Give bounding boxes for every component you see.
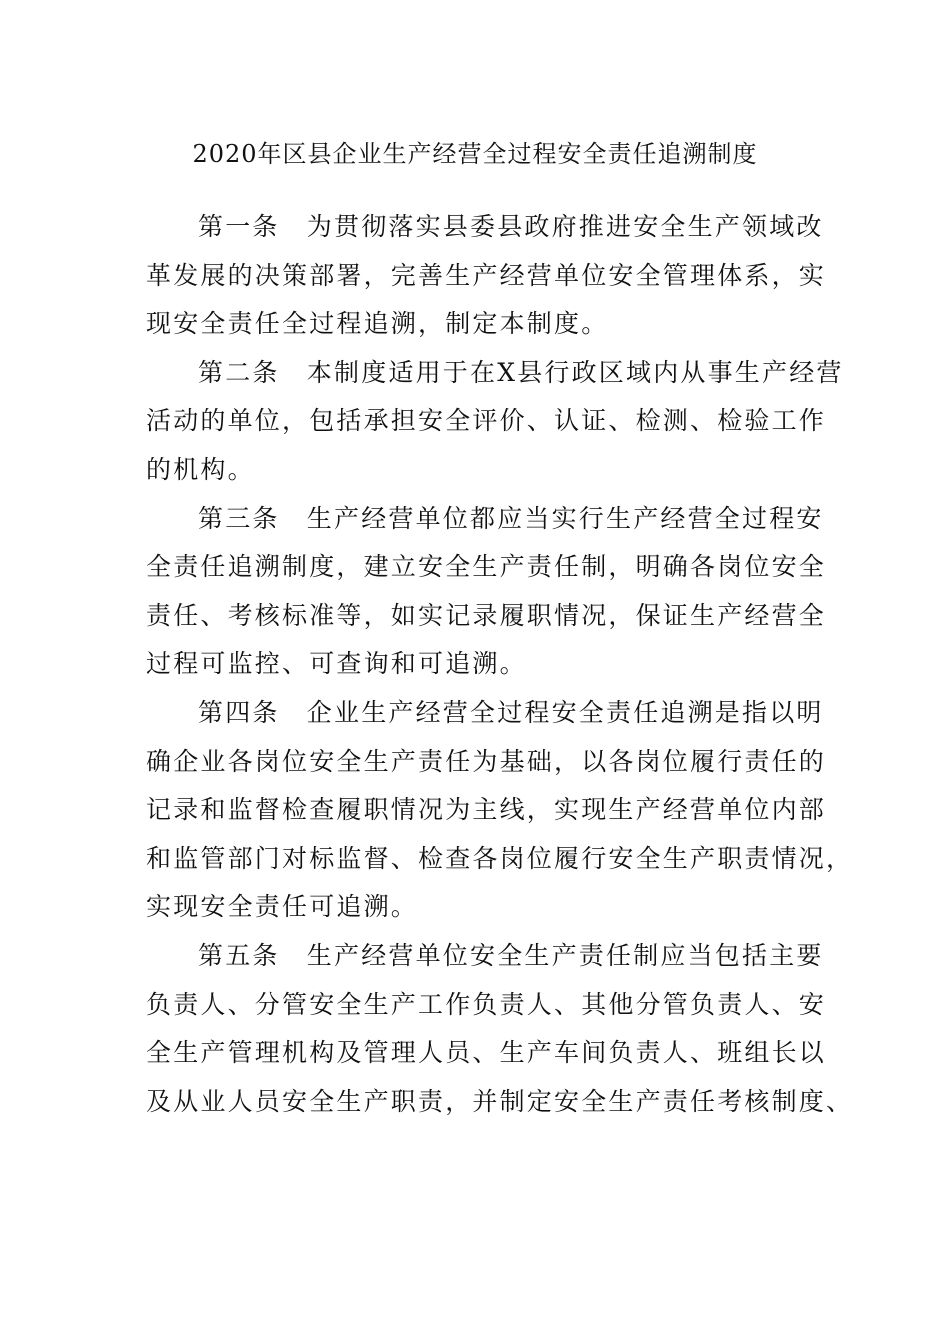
article-2-line-2: 活动的单位，包括承担安全评价、认证、检测、检验工作: [146, 406, 827, 436]
article-5-line-4: 及从业人员安全生产职责，并制定安全生产责任考核制度、: [146, 1086, 854, 1116]
article-4-line-5: 实现安全责任可追溯。: [146, 892, 419, 922]
article-3-line-3: 责任、考核标准等，如实记录履职情况，保证生产经营全: [146, 600, 827, 630]
article-3-line-4: 过程可监控、可查询和可追溯。: [146, 649, 527, 679]
article-2-line-3: 的机构。: [146, 454, 255, 484]
document-body: [146, 203, 854, 1126]
article-5-line-1: 第五条 生产经营单位安全生产责任制应当包括主要: [198, 940, 824, 970]
article-3-line-1: 第三条 生产经营单位都应当实行生产经营全过程安: [198, 503, 824, 533]
article-1-line-2: 革发展的决策部署，完善生产经营单位安全管理体系，实: [146, 260, 827, 290]
document-title: 2020年区县企业生产经营全过程安全责任追溯制度: [192, 140, 758, 168]
article-4-line-2: 确企业各岗位安全生产责任为基础，以各岗位履行责任的: [146, 746, 827, 776]
article-4-line-3: 记录和监督检查履职情况为主线，实现生产经营单位内部: [146, 795, 827, 825]
article-3-line-2: 全责任追溯制度，建立安全生产责任制，明确各岗位安全: [146, 552, 827, 582]
article-4-line-1: 第四条 企业生产经营全过程安全责任追溯是指以明: [198, 697, 824, 727]
article-5-line-2: 负责人、分管安全生产工作负责人、其他分管负责人、安: [146, 989, 827, 1019]
article-2-line-1: 第二条 本制度适用于在X县行政区域内从事生产经营: [198, 357, 844, 387]
article-1-line-1: 第一条 为贯彻落实县委县政府推进安全生产领域改: [198, 212, 824, 241]
article-4-line-4: 和监管部门对标监督、检查各岗位履行安全生产职责情况，: [146, 843, 854, 873]
article-5-line-3: 全生产管理机构及管理人员、生产车间负责人、班组长以: [146, 1038, 827, 1068]
article-1-line-3: 现安全责任全过程追溯，制定本制度。: [146, 309, 609, 339]
